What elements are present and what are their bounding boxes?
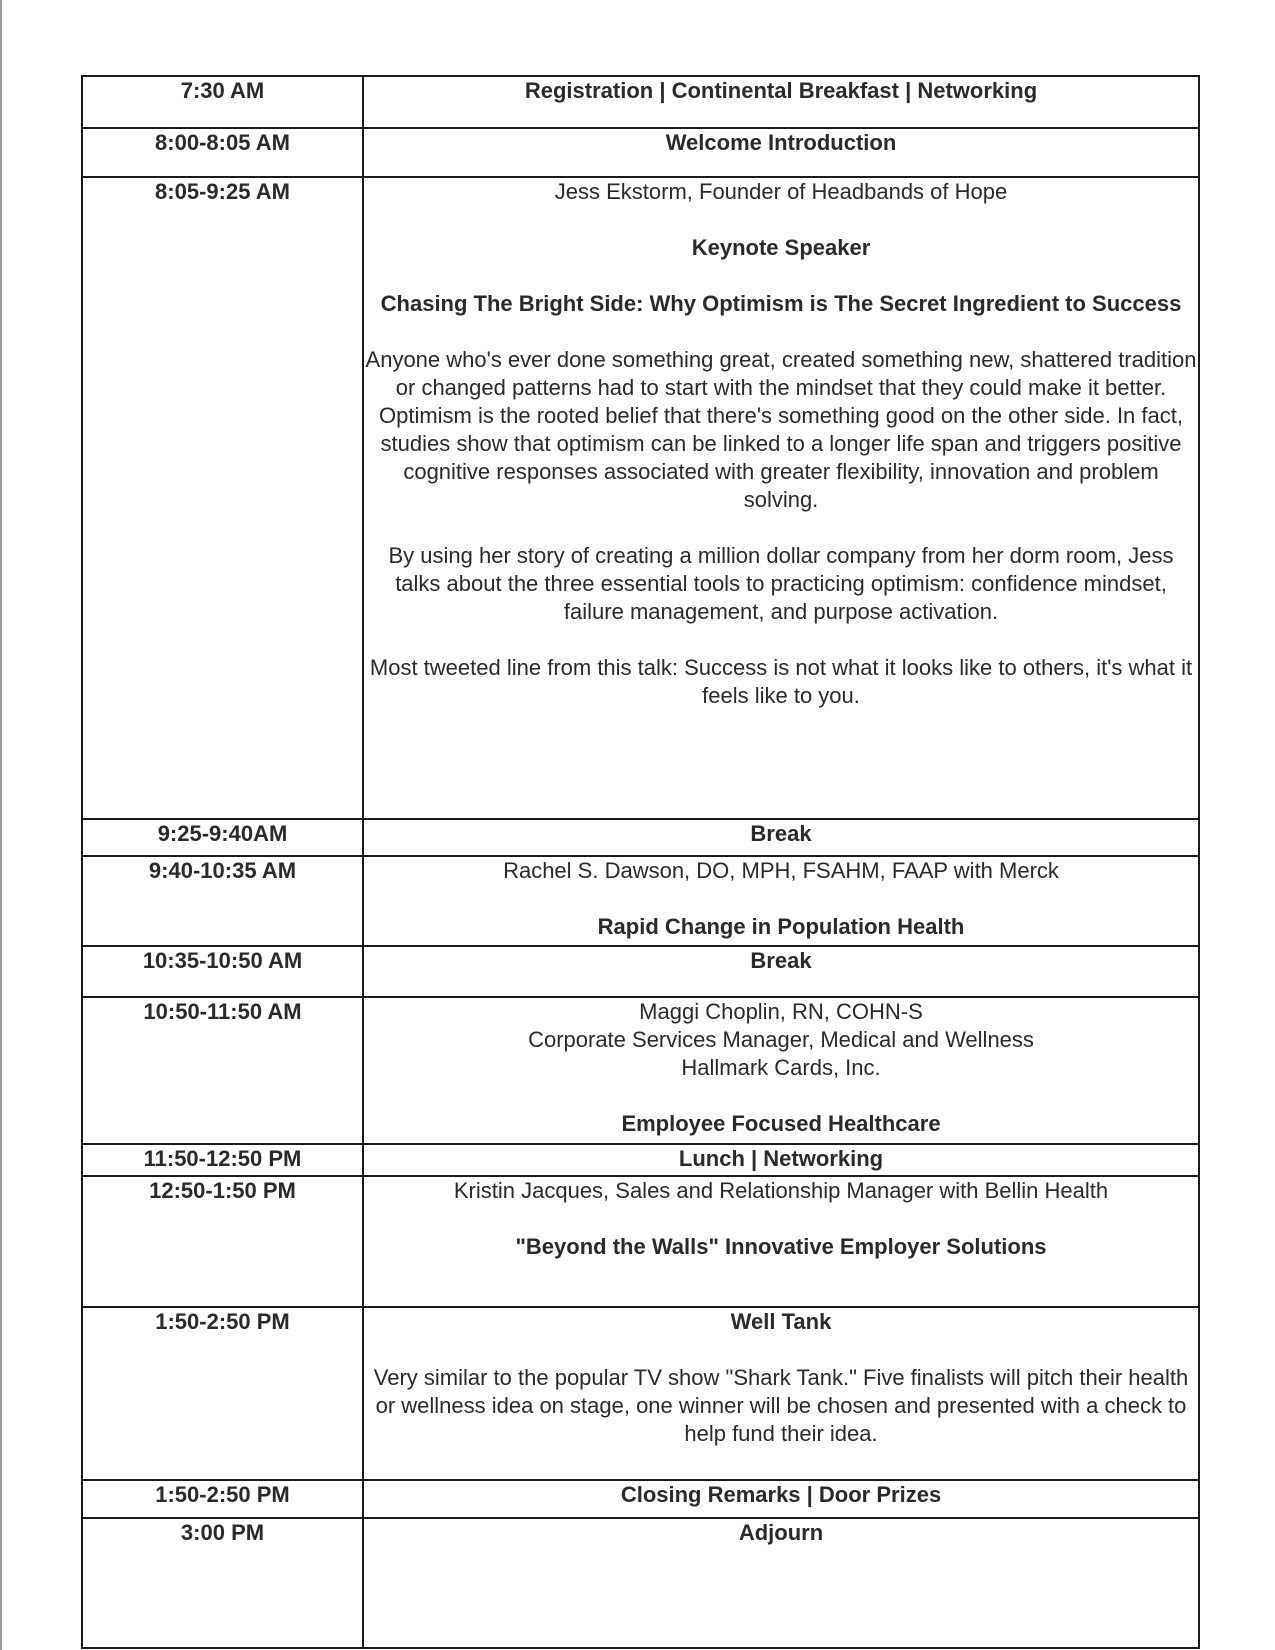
speaker-name: Jess Ekstorm, Founder of Headbands of Hope xyxy=(554,179,1008,204)
speaker-title: Corporate Services Manager, Medical and Wellness xyxy=(528,1027,1034,1052)
session-description: Very similar to the popular TV show "Shark Tank." Five finalists will pitch their health or wellness idea on stage, one winner will be chosen and presented with a check to help fund their idea. xyxy=(373,1365,1189,1446)
session-description: By using her story of creating a million dollar company from her dorm room, Jess talks about the three essential tools to practicing optimism: confidence mindset, failure management, and purpose activation. xyxy=(388,543,1174,624)
session-details xyxy=(363,856,1199,946)
session-title: "Beyond the Walls" Innovative Employer Solutions xyxy=(515,1234,1047,1259)
session-details xyxy=(363,1307,1199,1480)
session-title: Break xyxy=(363,946,1199,997)
session-title: Rapid Change in Population Health xyxy=(597,914,965,939)
agenda-row-well-tank xyxy=(82,1307,1199,1480)
session-description: Anyone who's ever done something great, created something new, shattered tradition or changed patterns had to start with the mindset that they could make it better. Optimism is the rooted belief that there's something good on the other side. In fact, studies show that optimism can be linked to a longer life span and triggers positive cognitive responses associated with greater flexibility, innovation and problem solving. xyxy=(365,347,1197,512)
session-role: Keynote Speaker xyxy=(691,235,871,260)
speaker-name: Maggi Choplin, RN, COHN-S xyxy=(639,999,923,1024)
speaker-name: Kristin Jacques, Sales and Relationship Manager with Bellin Health xyxy=(453,1178,1109,1203)
session-title: Closing Remarks | Door Prizes xyxy=(363,1480,1199,1518)
session-title: Lunch | Networking xyxy=(363,1144,1199,1176)
speaker-company: Hallmark Cards, Inc. xyxy=(681,1055,881,1080)
agenda-table xyxy=(81,75,1200,1649)
session-details xyxy=(363,997,1199,1144)
session-title: Well Tank xyxy=(730,1309,832,1334)
agenda-row-lunch xyxy=(82,1144,1199,1176)
agenda-row-break xyxy=(82,946,1199,997)
session-title: Chasing The Bright Side: Why Optimism is The Secret Ingredient to Success xyxy=(380,291,1182,316)
session-details xyxy=(363,177,1199,819)
agenda-row-population-health xyxy=(82,856,1199,946)
session-title: Adjourn xyxy=(363,1518,1199,1648)
agenda-row-employee-healthcare xyxy=(82,997,1199,1144)
agenda-row-welcome xyxy=(82,128,1199,177)
time-cell: 9:40-10:35 AM xyxy=(82,856,363,946)
session-title: Welcome Introduction xyxy=(363,128,1199,177)
time-cell: 3:00 PM xyxy=(82,1518,363,1648)
session-title: Break xyxy=(363,819,1199,856)
time-cell: 1:50-2:50 PM xyxy=(82,1480,363,1518)
speaker-name: Rachel S. Dawson, DO, MPH, FSAHM, FAAP with Merck xyxy=(503,858,1059,883)
session-details xyxy=(363,1176,1199,1307)
session-description: Most tweeted line from this talk: Success is not what it looks like to others, it's what it feels like to you. xyxy=(369,655,1193,708)
time-cell: 11:50-12:50 PM xyxy=(82,1144,363,1176)
agenda-row-closing xyxy=(82,1480,1199,1518)
time-cell: 9:25-9:40AM xyxy=(82,819,363,856)
session-title: Employee Focused Healthcare xyxy=(621,1111,941,1136)
agenda-row-break xyxy=(82,819,1199,856)
time-cell: 7:30 AM xyxy=(82,76,363,128)
agenda-row-beyond-walls xyxy=(82,1176,1199,1307)
page-edge xyxy=(0,0,2,1650)
time-cell: 1:50-2:50 PM xyxy=(82,1307,363,1480)
time-cell: 10:35-10:50 AM xyxy=(82,946,363,997)
agenda-row-keynote xyxy=(82,177,1199,819)
agenda-row-adjourn xyxy=(82,1518,1199,1648)
session-title: Registration | Continental Breakfast | Networking xyxy=(363,76,1199,128)
time-cell: 8:05-9:25 AM xyxy=(82,177,363,819)
time-cell: 12:50-1:50 PM xyxy=(82,1176,363,1307)
agenda-row-registration xyxy=(82,76,1199,128)
time-cell: 8:00-8:05 AM xyxy=(82,128,363,177)
time-cell: 10:50-11:50 AM xyxy=(82,997,363,1144)
